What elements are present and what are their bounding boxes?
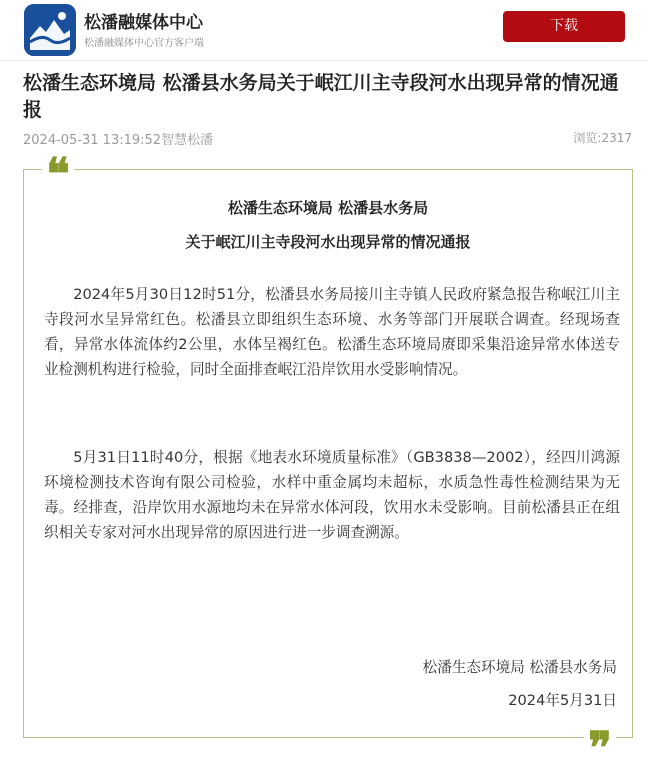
- publish-info: 2024-05-31 13:19:52智慧松潘: [23, 133, 214, 148]
- quote-open-icon: ❝: [42, 153, 74, 179]
- quote-close-icon: ❞: [584, 727, 616, 753]
- view-count: 浏览:2317: [573, 131, 632, 145]
- notice-signature: 松潘生态环境局 松潘县水务局: [422, 659, 617, 676]
- app-name: 松潘融媒体中心: [84, 13, 203, 33]
- notice-title: 关于岷江川主寺段河水出现异常的情况通报: [185, 233, 471, 251]
- download-button[interactable]: 下载: [503, 11, 625, 42]
- notice-issuers: 松潘生态环境局 松潘县水务局: [227, 199, 429, 217]
- notice-paragraph-2: 5月31日11时40分，根据《地表水环境质量标准》（GB3838—2002），经四川鸿源环境检测技术咨询有限公司检验，水样中重金属均未超标，水质急性毒性检测结果为无毒。经排查，沿岸饮用水源地均未在异常水体河段，饮用水未受影响。目前松潘县正在组织相关专家对河水出现异常的原因进行进一步调查溯源。: [44, 449, 620, 541]
- app-logo-icon: [24, 4, 76, 56]
- app-header: [0, 0, 647, 60]
- article-title: 松潘生态环境局 松潘县水务局关于岷江川主寺段河水出现异常的情况通报: [23, 72, 619, 121]
- app-subtitle: 松潘融媒体中心官方客户端: [84, 38, 204, 49]
- notice-date: 2024年5月31日: [508, 692, 617, 709]
- notice-paragraph-1: 2024年5月30日12时51分，松潘县水务局接川主寺镇人民政府紧急报告称岷江川主寺段河水呈异常红色。松潘县立即组织生态环境、水务等部门开展联合调查。经现场查看，异常水体流体约2公里，水体呈褐红色。松潘生态环境局赓即采集沿途异常水体送专业检测机构进行检验，同时全面排查岷江沿岸饮用水受影响情况。: [44, 286, 620, 378]
- header-divider: [0, 60, 647, 61]
